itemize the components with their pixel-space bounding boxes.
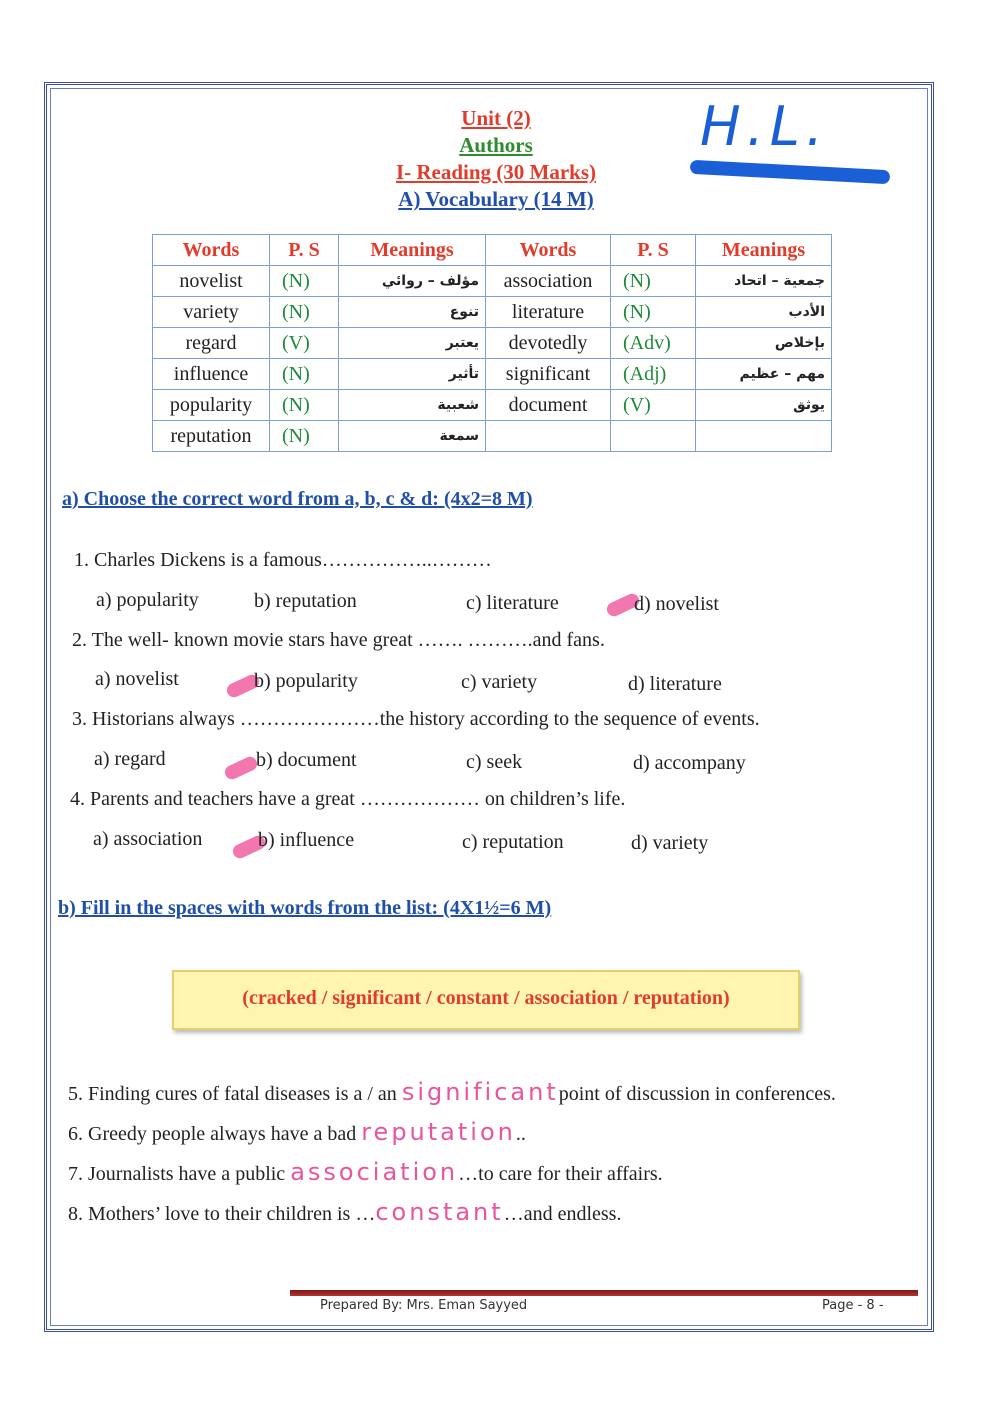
meaning-cell: تأثير bbox=[339, 359, 486, 390]
option[interactable]: c) reputation bbox=[462, 831, 564, 853]
question-4: 4. Parents and teachers have a great ……………… on children’s life. bbox=[70, 788, 626, 810]
meaning-cell: مؤلف – روائي bbox=[339, 266, 486, 297]
sentence-text: …to care for their affairs. bbox=[458, 1163, 663, 1185]
handwritten-answer: reputation bbox=[361, 1118, 516, 1146]
handwritten-answer: association bbox=[290, 1158, 459, 1186]
ps-cell: (V) bbox=[611, 390, 696, 421]
meaning-cell: جمعية – اتحاد bbox=[696, 266, 832, 297]
unit-heading: Unit (2) bbox=[461, 106, 531, 130]
ps-cell: (Adv) bbox=[611, 328, 696, 359]
fill-sentence-5 bbox=[68, 1078, 836, 1106]
option[interactable]: a) regard bbox=[94, 748, 166, 770]
col-header: Words bbox=[486, 235, 611, 266]
question-3: 3. Historians always …………………the history according to the sequence of events. bbox=[72, 708, 760, 730]
col-header: P. S bbox=[270, 235, 339, 266]
table-row bbox=[153, 328, 832, 359]
handwritten-mark: H.L. bbox=[700, 95, 830, 158]
word-cell bbox=[486, 421, 611, 452]
footer-page-number: Page - 8 - bbox=[822, 1298, 884, 1313]
word-cell: devotedly bbox=[486, 328, 611, 359]
footer-prepared-by: Prepared By: Mrs. Eman Sayyed bbox=[320, 1298, 528, 1313]
fill-sentence-7 bbox=[68, 1158, 663, 1186]
option[interactable]: a) novelist bbox=[95, 668, 179, 690]
option[interactable]: c) literature bbox=[466, 592, 559, 614]
meaning-cell: يعتبر bbox=[339, 328, 486, 359]
handwritten-answer: constant bbox=[375, 1198, 504, 1226]
part-a-title: a) Choose the correct word from a, b, c & d: (4x2=8 M) bbox=[62, 488, 533, 510]
option-checked[interactable]: d) novelist bbox=[634, 593, 719, 615]
sentence-text: 5. Finding cures of fatal diseases is a / an bbox=[68, 1083, 402, 1105]
word-list-box: (cracked / significant / constant / association / reputation) bbox=[172, 970, 800, 1030]
word-cell: regard bbox=[153, 328, 270, 359]
fill-sentence-8 bbox=[68, 1198, 621, 1226]
ps-cell: (N) bbox=[611, 297, 696, 328]
word-cell: association bbox=[486, 266, 611, 297]
option[interactable]: d) literature bbox=[628, 673, 722, 695]
ps-cell: (N) bbox=[270, 421, 339, 452]
option[interactable]: b) reputation bbox=[254, 590, 357, 612]
sentence-text: 6. Greedy people always have a bad bbox=[68, 1123, 362, 1145]
ps-cell: (N) bbox=[270, 359, 339, 390]
ps-cell: (N) bbox=[270, 390, 339, 421]
col-header: P. S bbox=[611, 235, 696, 266]
handwritten-answer: significant bbox=[401, 1078, 559, 1106]
meaning-cell: بإخلاص bbox=[696, 328, 832, 359]
sentence-text: 7. Journalists have a public bbox=[68, 1163, 291, 1185]
sentence-text: point of discussion in conferences. bbox=[558, 1083, 836, 1105]
ps-cell bbox=[611, 421, 696, 452]
table-row bbox=[153, 297, 832, 328]
subsection-heading: A) Vocabulary (14 M) bbox=[398, 187, 594, 211]
table-row bbox=[153, 421, 832, 452]
option-checked[interactable]: b) influence bbox=[258, 829, 355, 851]
meaning-cell: سمعة bbox=[339, 421, 486, 452]
ps-cell: (N) bbox=[270, 266, 339, 297]
unit-title: Authors bbox=[459, 133, 533, 157]
section-heading: I- Reading (30 Marks) bbox=[395, 160, 597, 184]
table-row bbox=[153, 359, 832, 390]
option[interactable]: a) association bbox=[93, 828, 203, 850]
word-cell: influence bbox=[153, 359, 270, 390]
word-cell: reputation bbox=[153, 421, 270, 452]
sentence-text: .. bbox=[515, 1123, 526, 1145]
ps-cell: (V) bbox=[270, 328, 339, 359]
option[interactable]: d) variety bbox=[631, 832, 709, 854]
ps-cell: (N) bbox=[611, 266, 696, 297]
word-cell: significant bbox=[486, 359, 611, 390]
ps-cell: (N) bbox=[270, 297, 339, 328]
option[interactable]: c) seek bbox=[466, 751, 523, 773]
meaning-cell: الأدب bbox=[696, 297, 832, 328]
option-checked[interactable]: b) document bbox=[256, 749, 357, 771]
meaning-cell: يوثق bbox=[696, 390, 832, 421]
option-checked[interactable]: b) popularity bbox=[254, 670, 358, 692]
ps-cell: (Adj) bbox=[611, 359, 696, 390]
fill-sentence-6 bbox=[68, 1118, 526, 1146]
meaning-cell bbox=[696, 421, 832, 452]
part-b-title: b) Fill in the spaces with words from the list: (4X1½=6 M) bbox=[58, 897, 552, 919]
option[interactable]: c) variety bbox=[461, 671, 538, 693]
vocabulary-table bbox=[152, 234, 832, 452]
table-row bbox=[153, 266, 832, 297]
table-header-row bbox=[153, 235, 832, 266]
option[interactable]: d) accompany bbox=[633, 752, 746, 774]
word-cell: variety bbox=[153, 297, 270, 328]
question-2: 2. The well- known movie stars have great ……. ……….and fans. bbox=[72, 629, 605, 651]
word-cell: document bbox=[486, 390, 611, 421]
sentence-text: …and endless. bbox=[503, 1203, 622, 1225]
option[interactable]: a) popularity bbox=[96, 589, 199, 611]
footer-rule bbox=[290, 1290, 918, 1296]
meaning-cell: تنوع bbox=[339, 297, 486, 328]
table-row bbox=[153, 390, 832, 421]
word-cell: novelist bbox=[153, 266, 270, 297]
sentence-text: 8. Mothers’ love to their children is … bbox=[68, 1203, 376, 1225]
meaning-cell: مهم – عظيم bbox=[696, 359, 832, 390]
question-1: 1. Charles Dickens is a famous……………..……… bbox=[74, 549, 492, 571]
word-cell: literature bbox=[486, 297, 611, 328]
word-cell: popularity bbox=[153, 390, 270, 421]
col-header: Meanings bbox=[339, 235, 486, 266]
col-header: Meanings bbox=[696, 235, 832, 266]
meaning-cell: شعبية bbox=[339, 390, 486, 421]
col-header: Words bbox=[153, 235, 270, 266]
